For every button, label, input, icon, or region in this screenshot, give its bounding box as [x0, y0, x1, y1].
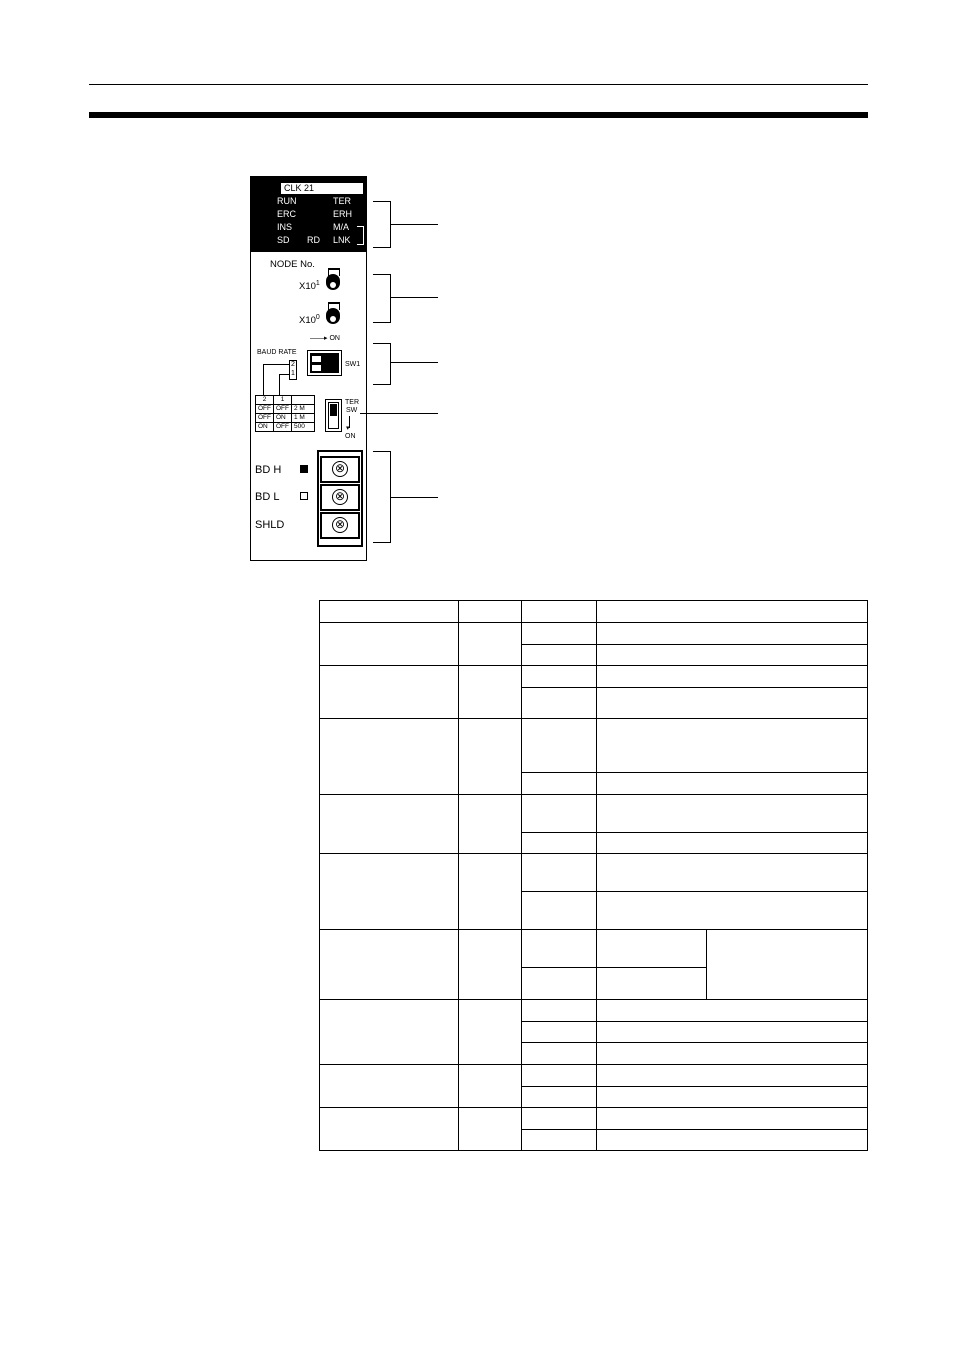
- table-row-line: [319, 1107, 868, 1108]
- baud-cell: 1 M: [292, 414, 315, 423]
- header-rule-thick: [89, 112, 868, 118]
- screw-icon[interactable]: ⊗: [332, 461, 348, 477]
- callout-leader: [390, 224, 438, 225]
- led-ma: M/A: [333, 222, 350, 232]
- terminal-label-bdl: BD L: [255, 491, 280, 503]
- led-sd: SD: [277, 235, 290, 245]
- table-row-line: [319, 622, 868, 623]
- ter-on-label: ON: [345, 433, 356, 440]
- table-subrow-line: [521, 1042, 868, 1043]
- header-rule-thin: [89, 84, 868, 85]
- led-run: RUN: [277, 196, 297, 206]
- table-subrow-line: [521, 967, 706, 968]
- led-ins: INS: [277, 222, 293, 232]
- screw-icon[interactable]: ⊗: [332, 517, 348, 533]
- baud-leader-line: [279, 374, 289, 375]
- dip-toggle-1[interactable]: [312, 365, 321, 371]
- baud-header-rate: [292, 396, 315, 405]
- callout-leader: [390, 497, 438, 498]
- table-subrow-line: [521, 832, 868, 833]
- led-erc: ERC: [277, 209, 297, 219]
- on-arrow-label: ——▸ ON: [310, 335, 340, 342]
- led-ter: TER: [333, 196, 351, 206]
- callout-leader: [390, 362, 438, 363]
- table-col-line: [458, 600, 459, 1151]
- screw-icon[interactable]: ⊗: [332, 489, 348, 505]
- x10-1-label: $X10^1$: [299, 280, 320, 293]
- dip-toggle-2[interactable]: [312, 356, 321, 362]
- x10-0-label: $X10^0$: [299, 314, 320, 327]
- baud-cell: OFF: [256, 414, 274, 423]
- table-row-line: [319, 665, 868, 666]
- baud-cell: ON: [256, 423, 274, 432]
- led-bracket: [357, 226, 364, 245]
- ter-switch-toggle[interactable]: [330, 404, 337, 416]
- baud-cell: OFF: [274, 423, 292, 432]
- baud-rate-label: BAUD RATE: [257, 349, 297, 356]
- baud-leader-line: [263, 364, 264, 395]
- baud-header-1: 1: [274, 396, 292, 405]
- callout-leader-ter-switch: [360, 413, 438, 414]
- baud-pin-2: 2: [291, 361, 295, 368]
- table-row-line: [319, 718, 868, 719]
- baud-pin-1: 1: [291, 370, 295, 377]
- table-row-line: [319, 794, 868, 795]
- rotary-switch-x10-0-icon[interactable]: [326, 308, 340, 324]
- led-rd: RD: [307, 235, 320, 245]
- table-subrow-line: [521, 1129, 868, 1130]
- table-subrow-line: [521, 1021, 868, 1022]
- table-col-line: [521, 600, 522, 1151]
- ter-label: TER: [345, 399, 359, 406]
- callout-leader: [390, 297, 438, 298]
- table-row-line: [319, 1064, 868, 1065]
- callout-bracket-terminals: [373, 451, 391, 543]
- led-lnk: LNK: [333, 235, 351, 245]
- baud-header-2: 2: [256, 396, 274, 405]
- baud-rate-table: [255, 395, 315, 432]
- rotary-switch-x10-1-icon[interactable]: [326, 274, 340, 290]
- baud-leader-line: [263, 364, 289, 365]
- callout-bracket-baud-rate: [373, 343, 391, 385]
- terminal-label-bdh: BD H: [255, 464, 282, 476]
- filled-square-icon: [300, 465, 308, 473]
- table-row-line: [319, 929, 868, 930]
- empty-square-icon: [300, 492, 308, 500]
- sw-label: SW: [346, 407, 358, 414]
- ter-arrow-head-icon: ▾: [346, 425, 350, 432]
- table-col-line: [596, 600, 597, 1151]
- table-subrow-line: [521, 772, 868, 773]
- indicator-table: [319, 600, 868, 1151]
- baud-cell: 500: [292, 423, 315, 432]
- baud-cell: 2 M: [292, 405, 315, 414]
- table-subrow-line: [521, 891, 868, 892]
- baud-cell: OFF: [256, 405, 274, 414]
- baud-cell: ON: [274, 414, 292, 423]
- node-no-label: NODE No.: [270, 259, 315, 270]
- baud-leader-line: [279, 374, 280, 395]
- table-row-line: [319, 853, 868, 854]
- callout-bracket-indicators: [373, 201, 391, 248]
- model-label: CLK 21: [281, 183, 363, 194]
- table-subrow-line: [521, 1086, 868, 1087]
- led-erh: ERH: [333, 209, 353, 219]
- baud-cell: OFF: [274, 405, 292, 414]
- terminal-label-shld: SHLD: [255, 519, 285, 531]
- table-subrow-line: [521, 687, 868, 688]
- sw1-label: SW1: [345, 361, 361, 368]
- callout-bracket-node-switches: [373, 274, 391, 323]
- table-col-line: [706, 929, 707, 999]
- table-subrow-line: [521, 644, 868, 645]
- table-row-line: [319, 999, 868, 1000]
